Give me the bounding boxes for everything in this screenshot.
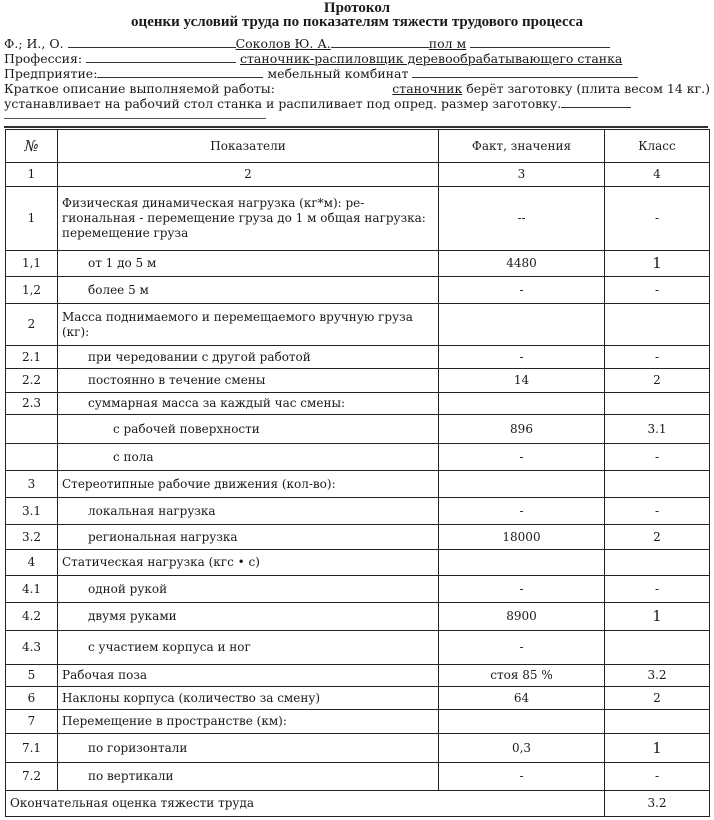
row-indicator: с участием корпуса и ног — [58, 631, 439, 665]
row-indicator: двумя руками — [58, 603, 439, 631]
description-blank — [561, 96, 631, 108]
row-num — [6, 444, 58, 471]
row-fact: - — [439, 444, 605, 471]
fio-label: Ф.; И., О. — [4, 36, 64, 51]
col-number-3: 3 — [439, 163, 605, 187]
column-number-row — [6, 163, 710, 187]
row-indicator: региональная нагрузка — [58, 525, 439, 550]
row-fact — [439, 710, 605, 734]
profession-label: Профессия: — [4, 51, 83, 66]
row-fact: 8900 — [439, 603, 605, 631]
enterprise-value[interactable]: мебельный комбинат — [267, 66, 409, 81]
row-indicator: Физическая динамическая нагрузка (кг*м): ре-гиональная - перемещение груза до 1 м общая нагрузка: перемещение груза — [58, 187, 439, 251]
row-num: 7.2 — [6, 763, 58, 791]
description-line-1 — [4, 81, 710, 96]
row-fact: - — [439, 631, 605, 665]
row-num: 3.2 — [6, 525, 58, 550]
row-indicator: одной рукой — [58, 576, 439, 603]
row-num: 1,2 — [6, 277, 58, 304]
row-class: - — [605, 444, 710, 471]
table-top-rule — [4, 126, 708, 128]
row-indicator: Статическая нагрузка (кгс • с) — [58, 550, 439, 576]
final-row — [6, 791, 710, 817]
document-subtitle: оценки условий труда по показателям тяжести трудового процесса — [131, 14, 583, 30]
row-num: 2.3 — [6, 393, 58, 415]
row-fact: 64 — [439, 687, 605, 710]
col-number-1: 1 — [6, 163, 58, 187]
profession-value[interactable]: станочник-распиловщик деревообрабатывающего станка — [240, 51, 623, 66]
row-fact — [439, 471, 605, 498]
row-class: 2 — [605, 525, 710, 550]
header-indicator: Показатели — [58, 130, 439, 163]
table-row — [6, 277, 710, 304]
row-fact: 4480 — [439, 251, 605, 277]
table-row — [6, 346, 710, 369]
row-fact: 896 — [439, 415, 605, 444]
row-num: 5 — [6, 665, 58, 687]
row-fact: - — [439, 498, 605, 525]
row-class: - — [605, 498, 710, 525]
table-row — [6, 734, 710, 763]
table-row — [6, 369, 710, 393]
description-line-2-text[interactable]: устанавливает на рабочий стол станка и распиливает под опред. размер заготовку. — [4, 96, 562, 111]
description-line-2 — [4, 96, 631, 111]
row-class — [605, 710, 710, 734]
col-number-2: 2 — [58, 163, 439, 187]
table-row — [6, 550, 710, 576]
table-row — [6, 525, 710, 550]
row-num: 6 — [6, 687, 58, 710]
row-num: 2.2 — [6, 369, 58, 393]
row-class: - — [605, 277, 710, 304]
row-indicator: по вертикали — [58, 763, 439, 791]
row-class: - — [605, 346, 710, 369]
fio-blank-2 — [331, 36, 429, 48]
row-class — [605, 393, 710, 415]
description-underlined[interactable]: станочник — [392, 81, 463, 96]
final-class: 3.2 — [605, 791, 710, 817]
row-fact — [439, 304, 605, 346]
row-fact — [439, 393, 605, 415]
row-fact: -- — [439, 187, 605, 251]
row-indicator: с рабочей поверхности — [58, 415, 439, 444]
fio-blank — [68, 36, 236, 48]
sex-blank — [470, 36, 610, 48]
header-row — [6, 130, 710, 163]
row-num: 4.2 — [6, 603, 58, 631]
row-indicator: Рабочая поза — [58, 665, 439, 687]
row-fact: стоя 85 % — [439, 665, 605, 687]
row-num: 1,1 — [6, 251, 58, 277]
row-fact: - — [439, 346, 605, 369]
table-row — [6, 576, 710, 603]
row-class — [605, 471, 710, 498]
row-class: 2 — [605, 687, 710, 710]
row-indicator: суммарная масса за каждый час смены: — [58, 393, 439, 415]
table-row — [6, 603, 710, 631]
description-label: Краткое описание выполняемой работы: — [4, 81, 275, 96]
row-indicator: Перемещение в пространстве (км): — [58, 710, 439, 734]
row-num: 4.1 — [6, 576, 58, 603]
table-row — [6, 393, 710, 415]
table-row — [6, 187, 710, 251]
row-class — [605, 304, 710, 346]
row-num: 1 — [6, 187, 58, 251]
row-indicator: более 5 м — [58, 277, 439, 304]
row-fact: 18000 — [439, 525, 605, 550]
row-fact: - — [439, 763, 605, 791]
row-num: 2 — [6, 304, 58, 346]
row-indicator: по горизонтали — [58, 734, 439, 763]
profession-line — [4, 51, 622, 66]
col-number-4: 4 — [605, 163, 710, 187]
row-num: 3 — [6, 471, 58, 498]
assessment-table — [5, 129, 710, 817]
row-num: 3.1 — [6, 498, 58, 525]
row-indicator: постоянно в течение смены — [58, 369, 439, 393]
row-class: 2 — [605, 369, 710, 393]
row-fact: - — [439, 576, 605, 603]
table-row — [6, 665, 710, 687]
row-indicator: Стереотипные рабочие движения (кол-во): — [58, 471, 439, 498]
table-row — [6, 687, 710, 710]
row-num — [6, 415, 58, 444]
row-fact — [439, 550, 605, 576]
row-class: - — [605, 576, 710, 603]
header-class: Класс — [605, 130, 710, 163]
final-label: Окончательная оценка тяжести труда — [6, 791, 605, 817]
row-class: 1 — [605, 734, 710, 763]
row-indicator: с пола — [58, 444, 439, 471]
row-fact: - — [439, 277, 605, 304]
document-title: Протокол — [323, 0, 391, 16]
separator-line — [4, 118, 266, 119]
row-indicator: Наклоны корпуса (количество за смену) — [58, 687, 439, 710]
row-class: 3.2 — [605, 665, 710, 687]
enterprise-line — [4, 66, 638, 81]
fio-line — [4, 36, 610, 51]
row-fact: 14 — [439, 369, 605, 393]
header-num: № — [6, 130, 58, 163]
row-num: 7.1 — [6, 734, 58, 763]
row-class — [605, 631, 710, 665]
row-class: 3.1 — [605, 415, 710, 444]
fio-value[interactable]: Соколов Ю. А. — [235, 36, 331, 51]
row-indicator: от 1 до 5 м — [58, 251, 439, 277]
row-fact: 0,3 — [439, 734, 605, 763]
row-indicator: Масса поднимаемого и перемещаемого вручную груза (кг): — [58, 304, 439, 346]
description-rest[interactable]: берёт заготовку (плита весом 14 кг.) — [466, 81, 710, 96]
table-row — [6, 304, 710, 346]
enterprise-label: Предприятие: — [4, 66, 98, 81]
table-row — [6, 631, 710, 665]
table-row — [6, 415, 710, 444]
table-row — [6, 710, 710, 734]
table-row — [6, 471, 710, 498]
table-row — [6, 444, 710, 471]
header-fact: Факт, значения — [439, 130, 605, 163]
profession-blank — [86, 51, 236, 63]
row-indicator: при чередовании с другой работой — [58, 346, 439, 369]
row-class: - — [605, 763, 710, 791]
row-num: 2.1 — [6, 346, 58, 369]
table-row — [6, 251, 710, 277]
row-num: 4 — [6, 550, 58, 576]
row-class: 1 — [605, 603, 710, 631]
row-class — [605, 550, 710, 576]
table-row — [6, 498, 710, 525]
row-class: - — [605, 187, 710, 251]
row-indicator: локальная нагрузка — [58, 498, 439, 525]
sex-value[interactable]: пол м — [428, 36, 467, 51]
table-row — [6, 763, 710, 791]
row-class: 1 — [605, 251, 710, 277]
enterprise-blank-2 — [412, 66, 638, 78]
enterprise-blank — [97, 66, 263, 78]
row-num: 7 — [6, 710, 58, 734]
row-num: 4.3 — [6, 631, 58, 665]
